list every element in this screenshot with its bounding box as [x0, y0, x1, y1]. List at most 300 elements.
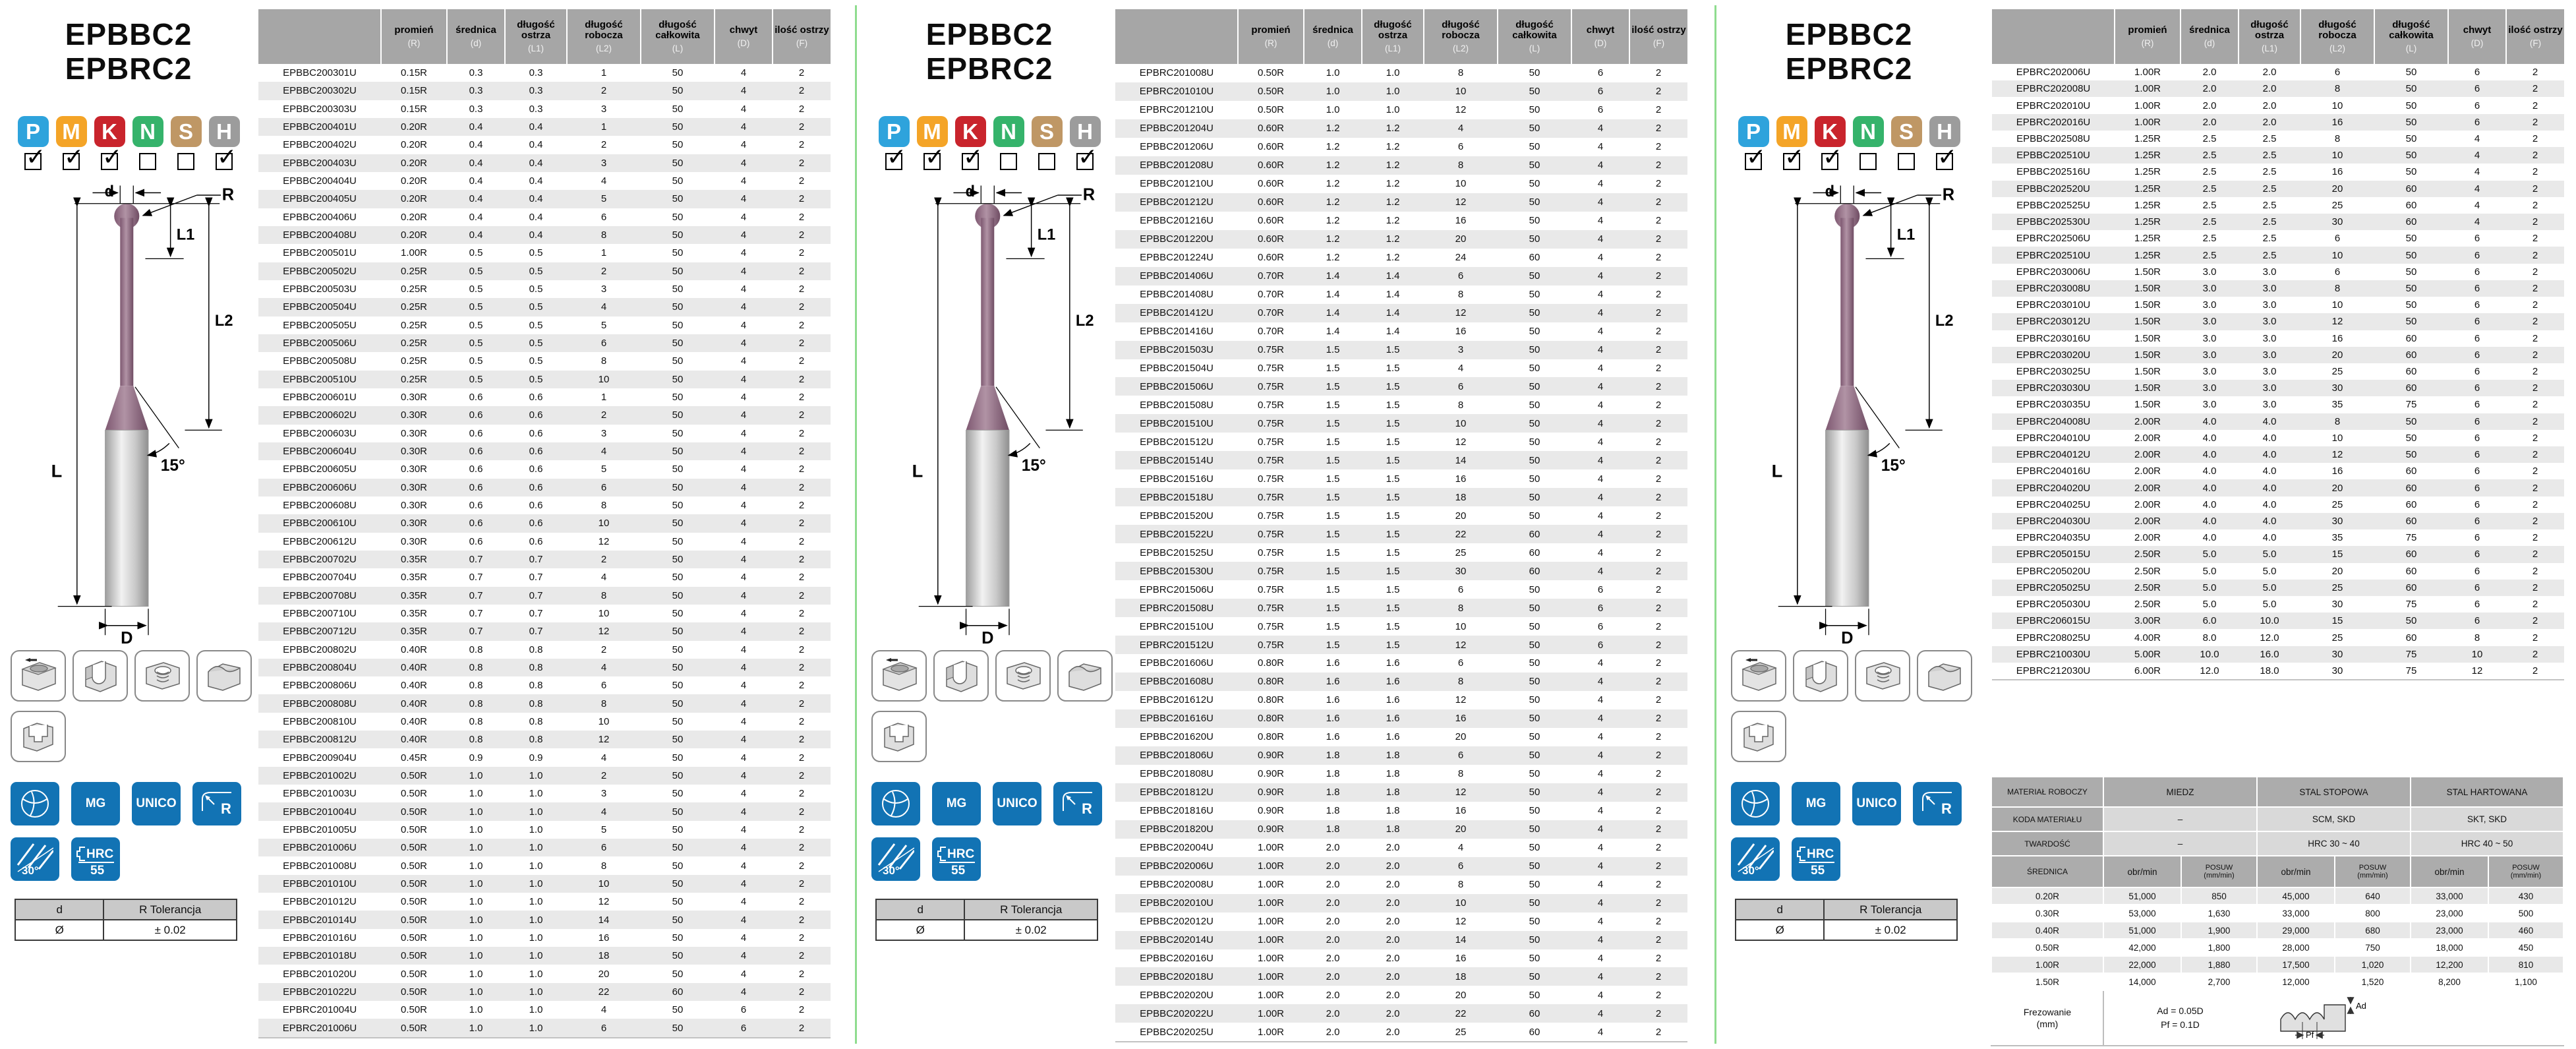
size-table-3	[1992, 9, 2564, 680]
row-value: 0.90R	[1257, 787, 1285, 798]
checkmark-icon: ✓	[1746, 143, 1767, 170]
row-value: 50	[1529, 67, 1540, 79]
hardness-stopowa: HRC 30 ~ 40	[2257, 831, 2411, 856]
row-value: 0.6	[529, 427, 543, 439]
row-value: 1.6	[1326, 676, 1340, 688]
slot-milling-icon	[933, 650, 989, 702]
table-row	[1992, 214, 2564, 230]
table-row	[1992, 347, 2564, 363]
row-value: 4	[1597, 362, 1604, 374]
row-code: EPBBC200804U	[283, 661, 357, 673]
row-value: 0.70R	[1257, 270, 1285, 282]
row-value: 50	[1529, 731, 1540, 743]
row-code: EPBRC204035U	[2016, 532, 2091, 544]
row-value: 0.4	[529, 121, 543, 133]
row-value: 4	[740, 608, 747, 619]
row-value: 50	[1529, 916, 1540, 928]
checkmark-icon: ✓	[1823, 143, 1843, 170]
row-value: 6	[600, 338, 607, 349]
unico-label: UNICO	[1856, 796, 1897, 811]
material-h-icon: H	[209, 116, 240, 147]
row-value: 25	[2331, 366, 2343, 378]
row-value: 1.0	[469, 842, 483, 854]
row-value: 1.25R	[2134, 216, 2161, 228]
row-value: 6	[1457, 860, 1464, 872]
row-value: 4	[600, 661, 607, 673]
row-value: 2.5	[2262, 150, 2277, 162]
row-code: EPBRC206015U	[2016, 615, 2091, 627]
row-value: 6	[2474, 498, 2480, 510]
table-row	[1115, 599, 1687, 617]
row-value: 20	[1455, 233, 1467, 245]
row-value: 4	[740, 247, 747, 259]
dim-l1-label: L1	[1896, 226, 1916, 244]
row-value: 50	[1529, 344, 1540, 356]
rpm-header: obr/min	[2411, 856, 2488, 887]
row-value: 2	[798, 103, 805, 115]
material-m-checkbox	[63, 143, 84, 170]
row-value: 0.50R	[400, 860, 428, 872]
row-value: 10	[2331, 150, 2343, 162]
row-value: 2	[798, 446, 805, 458]
row-value: 10	[1455, 417, 1467, 429]
checkmark-icon: ✓	[963, 143, 983, 170]
row-value: 1,020	[2335, 956, 2411, 973]
row-value: 2	[798, 626, 805, 638]
table-row	[1115, 267, 1687, 285]
row-value: 50	[2405, 83, 2417, 95]
row-value: 1.0	[469, 788, 483, 800]
row-value: 0.75R	[1257, 454, 1285, 466]
checkmark-icon: ✓	[64, 143, 84, 170]
row-value: 5.0	[2202, 599, 2217, 611]
row-value: 2.0	[2262, 116, 2277, 128]
row-value: 2	[1655, 491, 1662, 503]
row-value: 2	[2532, 615, 2538, 627]
ball-nose-end-icon	[11, 782, 59, 825]
tool-taper	[1826, 386, 1869, 430]
row-code: EPBBC201408U	[1140, 289, 1214, 301]
row-code: 0.40R	[1991, 922, 2103, 939]
row-value: 4	[740, 265, 747, 277]
row-code: EPBBC201220U	[1140, 233, 1214, 245]
hrc-label: HRC	[86, 847, 114, 861]
material-class-h	[1929, 116, 1960, 170]
row-value: 6	[2474, 366, 2480, 378]
row-code: EPBBC201020U	[283, 968, 357, 980]
row-value: 50	[1529, 86, 1540, 98]
row-value: 6	[1457, 657, 1464, 669]
series-name-2: EPBRC2	[925, 51, 1053, 86]
row-value: 1.2	[1386, 215, 1400, 227]
row-code: EPBRC202010U	[2016, 100, 2091, 111]
row-value: 1.2	[1326, 252, 1340, 264]
row-value: 50	[2405, 299, 2417, 311]
row-value: 4.0	[2262, 465, 2277, 477]
material-m-checkbox	[1783, 143, 1805, 170]
row-value: 50	[672, 139, 684, 151]
row-value: 53,000	[2103, 905, 2181, 922]
table-row	[258, 587, 831, 605]
row-value: 8	[1457, 399, 1464, 411]
row-value: 10	[2331, 249, 2343, 261]
row-value: 60	[2405, 382, 2417, 394]
row-value: 0.30R	[400, 518, 428, 529]
row-value: 0.45R	[400, 752, 428, 764]
row-value: 2	[2532, 665, 2538, 676]
row-value: 10	[2331, 432, 2343, 444]
row-value: 2.5	[2202, 249, 2217, 261]
row-value: 4	[740, 157, 747, 169]
row-value: 2	[2532, 332, 2538, 344]
row-value: 1.0	[529, 968, 543, 980]
row-code: EPBRC204010U	[2016, 432, 2091, 444]
size-table-1	[258, 9, 831, 1038]
row-value: 6	[2474, 299, 2480, 311]
tolerance-col-r: R Tolerancja	[964, 899, 1098, 920]
row-value: 60	[1529, 252, 1540, 264]
row-value: 2	[1655, 952, 1662, 964]
row-value: 2.5	[2262, 166, 2277, 178]
row-value: 2	[798, 355, 805, 367]
material-p-checkbox	[885, 143, 907, 170]
tolerance-diameter-symbol: Ø	[876, 920, 964, 940]
row-value: 2	[798, 121, 805, 133]
row-code: EPBBC201412U	[1140, 307, 1214, 319]
material-code-miedz: –	[2103, 807, 2257, 831]
row-value: 3.0	[2262, 316, 2277, 328]
row-value: 0.7	[469, 572, 483, 584]
row-value: 4	[740, 103, 747, 115]
row-value: 1.2	[1386, 233, 1400, 245]
row-value: 50	[1529, 491, 1540, 503]
row-value: 1.0	[469, 986, 483, 998]
row-value: 50	[672, 481, 684, 493]
row-code: EPBRC202016U	[2016, 116, 2091, 128]
row-value: 2	[798, 950, 805, 962]
row-code: EPBBC200402U	[283, 139, 357, 151]
row-value: 0.3	[469, 85, 483, 97]
corner-radius-badge	[1053, 782, 1102, 825]
row-value: 3.0	[2262, 332, 2277, 344]
material-class-k	[94, 116, 125, 170]
row-value: 50	[1529, 362, 1540, 374]
row-value: 1.5	[1386, 380, 1400, 392]
row-value: 3	[600, 103, 607, 115]
row-value: 3.0	[2262, 282, 2277, 294]
row-value: 2.00R	[2134, 532, 2161, 544]
row-value: 1.6	[1386, 713, 1400, 725]
row-value: 5.0	[2262, 599, 2277, 611]
row-value: 0.75R	[1257, 639, 1285, 651]
table-row	[1992, 114, 2564, 131]
row-value: 22	[1455, 528, 1467, 540]
row-value: 0.5	[469, 284, 483, 295]
row-value: 60	[2405, 516, 2417, 527]
row-value: 2	[798, 769, 805, 781]
column-divider	[855, 5, 857, 1044]
row-value: 2	[798, 67, 805, 79]
row-value: 1.50R	[2134, 282, 2161, 294]
row-value: 1.0	[529, 842, 543, 854]
table-row	[1992, 596, 2564, 613]
material-m-icon: M	[1776, 116, 1807, 147]
row-value: 12	[598, 535, 610, 547]
row-code: EPBBC200405U	[283, 193, 357, 205]
row-value: 75	[2405, 599, 2417, 611]
helix-30-badge	[11, 837, 59, 881]
row-value: 60	[2405, 482, 2417, 494]
table-row	[258, 767, 831, 785]
table-row	[1992, 413, 2564, 430]
row-value: 1.25R	[2134, 183, 2161, 195]
row-value: 1,800	[2181, 939, 2257, 956]
material-class-s	[171, 116, 202, 170]
row-value: 14	[1455, 934, 1467, 946]
table-row	[258, 929, 831, 947]
row-value: 4	[740, 518, 747, 529]
row-value: 1.8	[1386, 768, 1400, 780]
row-value: 2.5	[2262, 199, 2277, 211]
row-value: 1.00R	[2134, 67, 2161, 78]
row-value: 4	[1597, 417, 1604, 429]
diameter-label: ŚREDNICA	[1991, 856, 2103, 887]
row-value: 50	[672, 788, 684, 800]
row-value: 4	[1597, 787, 1604, 798]
table-row	[258, 551, 831, 568]
face-milling-icon	[11, 650, 66, 702]
material-class-k	[1815, 116, 1846, 170]
row-value: 0.75R	[1257, 436, 1285, 448]
row-value: 0.40R	[400, 698, 428, 709]
row-value: 0.25R	[400, 373, 428, 385]
table-row	[1992, 613, 2564, 629]
row-value: 1.00R	[1257, 879, 1285, 891]
dim-l-label: L	[51, 460, 63, 481]
row-value: 4	[1597, 879, 1604, 891]
row-value: 50	[1529, 713, 1540, 725]
row-value: 12.0	[2200, 665, 2219, 676]
row-value: 2.0	[1326, 989, 1340, 1001]
col-flutes: ilość ostrzy (F)	[1629, 9, 1687, 64]
row-value: 6	[740, 1004, 747, 1016]
row-value: 4	[1597, 750, 1604, 762]
row-value: 1.0	[529, 878, 543, 889]
row-code: EPBBC200802U	[283, 644, 357, 655]
table-row	[258, 839, 831, 856]
row-value: 0.8	[529, 680, 543, 692]
row-value: 2	[798, 481, 805, 493]
material-s-icon: S	[1032, 116, 1063, 147]
row-value: 1.2	[1326, 141, 1340, 153]
row-value: 4	[740, 535, 747, 547]
row-code: 0.30R	[1991, 905, 2103, 922]
row-value: 0.6	[529, 481, 543, 493]
table-row	[1115, 857, 1687, 876]
row-value: 60	[1529, 1007, 1540, 1019]
row-value: 0.4	[469, 157, 483, 169]
row-code: EPBBC202508U	[2016, 133, 2090, 144]
table-row	[1992, 380, 2564, 396]
row-value: 1.00R	[1257, 952, 1285, 964]
table-row	[1115, 359, 1687, 378]
tool-neck	[981, 218, 994, 386]
row-value: 6	[2474, 532, 2480, 544]
table-row	[1992, 629, 2564, 645]
row-value: 5.0	[2202, 582, 2217, 593]
row-value: 2	[1655, 528, 1662, 540]
row-value: 4.0	[2262, 449, 2277, 461]
row-code: EPBRC204008U	[2016, 415, 2091, 427]
row-value: 0.8	[529, 734, 543, 746]
hardness-label: TWARDOŚĆ	[1991, 831, 2103, 856]
row-value: 6	[1457, 380, 1464, 392]
row-value: 2	[1655, 897, 1662, 909]
tolerance-table	[875, 899, 1098, 941]
col-code	[258, 9, 381, 64]
row-value: 6	[2334, 233, 2341, 245]
row-value: 4.0	[2202, 482, 2217, 494]
table-row	[1992, 363, 2564, 380]
slot-milling-icon	[73, 650, 128, 702]
row-value: 4.0	[2202, 449, 2217, 461]
row-value: 2	[1655, 989, 1662, 1001]
row-value: 1.6	[1326, 694, 1340, 706]
row-value: 1.0	[1326, 104, 1340, 116]
row-value: 1.2	[1386, 196, 1400, 208]
table-row	[1115, 728, 1687, 746]
row-value: 5.0	[2202, 549, 2217, 560]
table-row	[1115, 839, 1687, 857]
row-value: 50	[672, 896, 684, 908]
material-h-checkbox	[1076, 143, 1098, 170]
row-value: 6	[600, 842, 607, 854]
material-code-label: KODA MATERIAŁU	[1991, 807, 2103, 831]
row-value: 0.4	[529, 229, 543, 241]
row-value: 0.4	[469, 139, 483, 151]
row-value: 12	[1455, 639, 1467, 651]
row-value: 2	[798, 878, 805, 889]
row-code: EPBBC201022U	[283, 986, 357, 998]
row-code: EPBRC204030U	[2016, 516, 2091, 527]
row-value: 1.5	[1326, 565, 1340, 577]
row-value: 6	[2474, 582, 2480, 593]
row-value: 50	[1529, 842, 1540, 854]
row-value: 4.0	[2202, 465, 2217, 477]
row-value: 1.25R	[2134, 133, 2161, 144]
row-value: 2.5	[2202, 183, 2217, 195]
row-value: 1.6	[1326, 713, 1340, 725]
row-value: 50	[1529, 141, 1540, 153]
table-row	[258, 190, 831, 208]
row-value: 20	[1455, 824, 1467, 835]
row-value: 60	[1529, 565, 1540, 577]
row-value: 2	[1655, 805, 1662, 817]
row-value: 8.0	[2202, 632, 2217, 644]
row-value: 4	[740, 644, 747, 655]
row-value: 4	[740, 338, 747, 349]
row-value: 10	[598, 608, 610, 619]
table-row	[1992, 396, 2564, 413]
row-value: 4	[740, 769, 747, 781]
row-value: 50	[672, 157, 684, 169]
row-value: 4.0	[2262, 532, 2277, 544]
row-value: 0.3	[469, 67, 483, 79]
col-total-length: długość całkowita (L)	[2374, 9, 2448, 64]
row-value: 2	[1655, 750, 1662, 762]
table-row	[1115, 949, 1687, 968]
row-value: 0.5	[529, 247, 543, 259]
dim-l1-label: L1	[176, 226, 195, 244]
row-value: 2.0	[2202, 100, 2217, 111]
row-value: 2,700	[2181, 973, 2257, 990]
row-value: 50	[1529, 289, 1540, 301]
material-col-stal-stopowa: STAL STOPOWA	[2257, 777, 2411, 807]
row-value: 4	[740, 698, 747, 709]
row-value: 2	[798, 824, 805, 835]
row-value: 4	[1597, 233, 1604, 245]
row-value: 0.4	[529, 139, 543, 151]
checkmark-icon: ✓	[887, 143, 907, 170]
row-value: 4.0	[2202, 432, 2217, 444]
row-value: 0.20R	[400, 193, 428, 205]
row-value: 0.7	[469, 554, 483, 566]
row-value: 10	[2471, 648, 2483, 660]
row-value: 1.0	[469, 914, 483, 926]
row-code: EPBRC208025U	[2016, 632, 2091, 644]
row-value: 16	[2331, 465, 2343, 477]
row-value: 50	[1529, 123, 1540, 135]
tolerance-diameter-symbol: Ø	[15, 920, 103, 940]
table-row	[1115, 396, 1687, 414]
row-value: 0.60R	[1257, 141, 1285, 153]
row-value: 2.0	[2262, 100, 2277, 111]
row-code: EPBBC202006U	[1140, 860, 1214, 872]
hrc55-badge	[932, 837, 981, 881]
row-value: 50	[2405, 233, 2417, 245]
table-row	[1115, 543, 1687, 562]
page-title	[861, 17, 1118, 86]
tolerance-col-r: R Tolerancja	[1824, 899, 1957, 920]
table-row	[1115, 249, 1687, 267]
row-value: 8	[1457, 602, 1464, 614]
row-value: 0.5	[529, 373, 543, 385]
table-row	[1992, 446, 2564, 463]
row-value: 0.5	[469, 355, 483, 367]
row-code: EPBRC204025U	[2016, 498, 2091, 510]
row-value: 4	[740, 427, 747, 439]
row-value: 6	[2474, 565, 2480, 577]
feed-header: POSUW (mm/min)	[2488, 856, 2563, 887]
row-value: 60	[2405, 498, 2417, 510]
row-value: 50	[1529, 897, 1540, 909]
table-row	[1115, 212, 1687, 230]
row-value: 0.35R	[400, 589, 428, 601]
row-code: EPBBC201816U	[1140, 805, 1214, 817]
hrc55-badge	[1792, 837, 1840, 881]
material-col-miedz: MIEDZ	[2103, 777, 2257, 807]
row-code: EPBRC205025U	[2016, 582, 2091, 593]
table-row	[258, 388, 831, 406]
row-value: 4	[740, 932, 747, 944]
row-value: 0.6	[469, 464, 483, 475]
row-value: 1.6	[1326, 657, 1340, 669]
material-n-icon: N	[993, 116, 1024, 147]
row-code: EPBRC204020U	[2016, 482, 2091, 494]
row-value: 50	[672, 932, 684, 944]
row-value: 2	[2532, 648, 2538, 660]
row-value: 2	[1655, 916, 1662, 928]
